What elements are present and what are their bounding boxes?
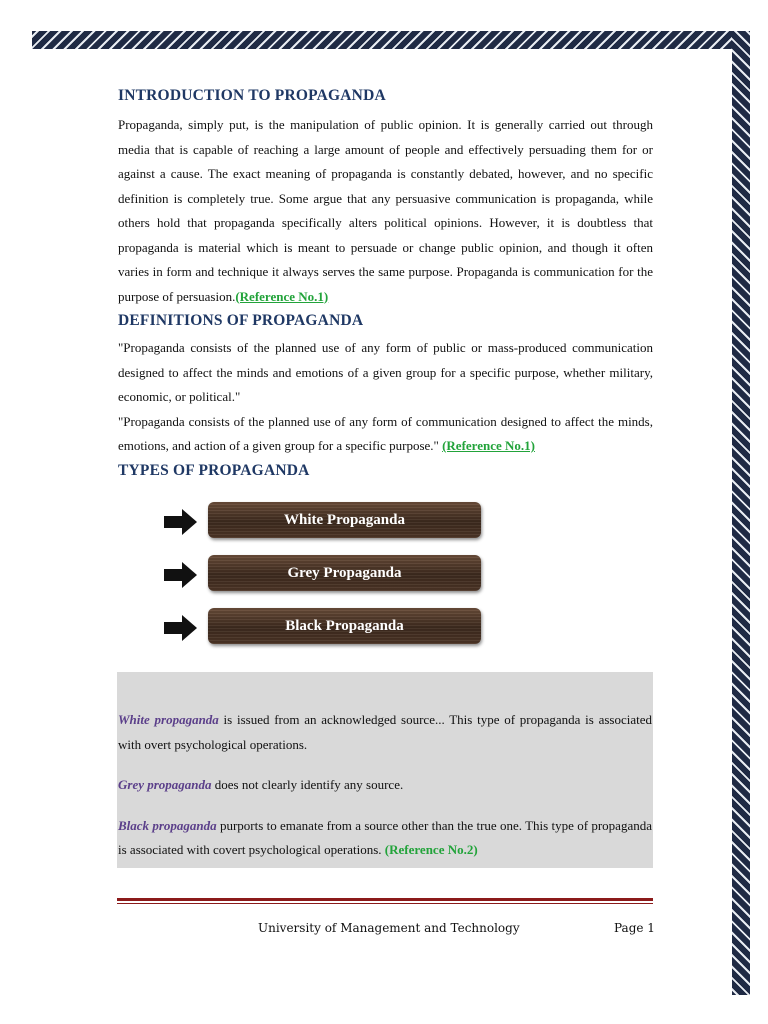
white-term: White propaganda	[118, 712, 219, 727]
reference-link[interactable]: (Reference No.1)	[442, 438, 535, 453]
footer-page-number: Page 1	[614, 921, 655, 935]
grey-description	[118, 773, 652, 798]
black-description	[118, 814, 652, 863]
arrow-right-icon	[164, 508, 198, 536]
type-item-black	[164, 608, 484, 661]
descriptions-box	[117, 672, 653, 868]
intro-section	[118, 86, 653, 309]
types-list	[164, 502, 484, 661]
footer-rule-thick	[117, 898, 653, 901]
types-heading: TYPES OF PROPAGANDA	[118, 462, 310, 479]
decorative-border-top	[32, 31, 750, 49]
definitions-heading: DEFINITIONS OF PROPAGANDA	[118, 312, 364, 329]
reference-link[interactable]: (Reference No.2)	[384, 842, 478, 857]
intro-body: Propaganda, simply put, is the manipulation of public opinion. It is generally carried out through media that is capable of reaching a large amount of people and effectively persuading them for or against a cause. The exact meaning of propaganda is constantly debated, however, and no specific definition is completely true. Some argue that any persuasive communication is propaganda, while others hold that propaganda specifically alters political opinions. However, it is doubtless that propaganda is material which is meant to persuade or change public opinion, and though it often varies in form and technique it always serves the same purpose. Propaganda is communication for the purpose of persuasion.	[118, 117, 653, 304]
grey-text: does not clearly identify any source.	[211, 777, 404, 792]
intro-heading: INTRODUCTION TO PROPAGANDA	[118, 87, 386, 104]
reference-link[interactable]: (Reference No.1)	[235, 288, 329, 304]
footer-rule-thin	[117, 903, 653, 904]
definitions-section	[118, 311, 653, 459]
arrow-right-icon	[164, 561, 198, 589]
type-item-grey	[164, 555, 484, 608]
intro-paragraph	[118, 113, 653, 309]
black-propaganda-button[interactable]: Black Propaganda	[208, 608, 481, 644]
grey-propaganda-button[interactable]: Grey Propaganda	[208, 555, 481, 591]
white-description	[118, 708, 652, 757]
types-heading-wrap	[118, 461, 653, 481]
black-term: Black propaganda	[118, 817, 217, 833]
footer-institution: University of Management and Technology	[258, 921, 520, 935]
definition-quote-1: "Propaganda consists of the planned use of any form of public or mass-produced communication designed to affect the minds and emotions of a given group for a specific purpose, whether military, economic, or political."	[118, 340, 653, 404]
definition-quote-2-paragraph	[118, 410, 653, 459]
decorative-border-right	[732, 31, 750, 995]
white-propaganda-button[interactable]: White Propaganda	[208, 502, 481, 538]
arrow-right-icon	[164, 614, 198, 642]
grey-term: Grey propaganda	[118, 777, 212, 792]
white-text: is issued from an acknowledged source... This type of propaganda is associated with overt psychological operations.	[118, 712, 652, 752]
definition-quote-2: "Propaganda consists of the planned use of any form of communication designed to affect the minds, emotions, and action of a given group for a specific purpose."	[118, 413, 653, 453]
type-item-white	[164, 502, 484, 555]
black-text: purports to emanate from a source other than the true one. This type of propaganda is associated with covert psychological operations.	[118, 817, 652, 857]
